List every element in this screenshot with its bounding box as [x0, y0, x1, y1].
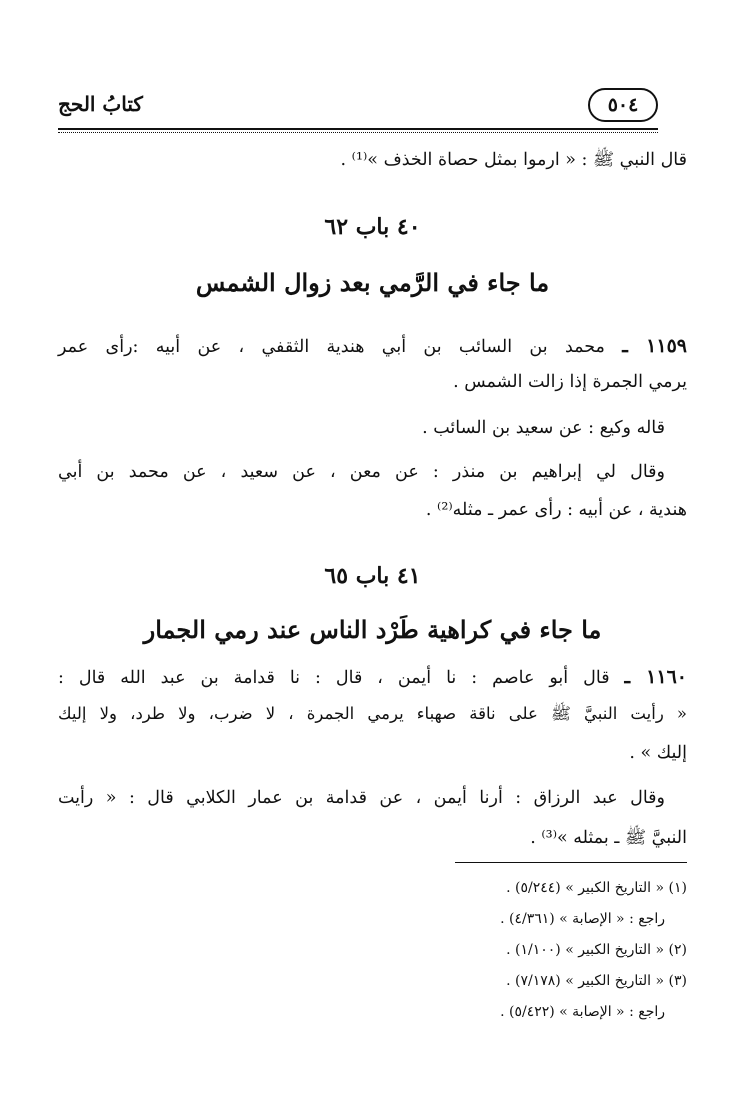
chapter-41-title: ما جاء في كراهية طَرْد الناس عند رمي الجمار: [143, 615, 602, 644]
footnote-rule: [455, 862, 687, 863]
hadith-1159-line-5: هندية ، عن أبيه : رأى عمر ـ مثله⁽²⁾ .: [425, 500, 687, 520]
continuation-line: قال النبي ﷺ : « ارموا بمثل حصاة الخذف »⁽¹⁾ .: [340, 150, 687, 170]
hadith-1160-line-5: النبيَّ ﷺ ـ بمثله »⁽³⁾ .: [530, 828, 687, 848]
hadith-1160-line-2: « رأيت النبيَّ ﷺ على ناقة صهباء يرمي الجمرة ، لا ضرب، ولا طرد، ولا إليك: [58, 704, 687, 723]
hadith-1160-line-1: [58, 666, 687, 688]
hadith-1160-line-3: إليك » .: [629, 743, 687, 763]
hadith-1159-line-3: قاله وكيع : عن سعيد بن السائب .: [422, 418, 665, 438]
chapter-40-title: ما جاء في الرَّمي بعد زوال الشمس: [195, 268, 550, 297]
chapter-40-heading: ٤٠ باب ٦٢: [324, 214, 421, 240]
hadith-1160-line-4: وقال عبد الرزاق : أرنا أيمن ، عن قدامة بن عمار الكلابي قال : « رأيت: [58, 788, 665, 808]
hadith-1159-line-4: وقال لي إبراهيم بن منذر : عن معن ، عن سعيد ، عن محمد بن أبي: [58, 462, 665, 482]
page-number-badge: ٥٠٤: [588, 88, 658, 122]
footnote-2: (٢) « التاريخ الكبير » (١/١٠٠) .: [506, 942, 687, 958]
chapter-41-heading: ٤١ باب ٦٥: [324, 563, 421, 589]
footnote-3-ref: راجع : « الإصابة » (٥/٤٢٢) .: [500, 1004, 665, 1020]
running-title: كتابُ الحج: [58, 92, 143, 116]
hadith-1160-text-1: قال أبو عاصم : نا أيمن ، قال : نا قدامة بن عبد الله قال :: [58, 668, 610, 688]
footnote-1-ref: راجع : « الإصابة » (٤/٣٦١) .: [500, 911, 665, 927]
hadith-1159-line-1: [58, 335, 687, 357]
hadith-1159-text-1: محمد بن السائب بن أبي هندية الثقفي ، عن أبيه :رأى عمر: [58, 337, 605, 357]
header-rule: [58, 128, 658, 130]
hadith-1160-number: ١١٦٠ ـ: [624, 666, 687, 688]
header-dotted-rule: [58, 132, 658, 133]
footnote-3: (٣) « التاريخ الكبير » (٧/١٧٨) .: [506, 973, 687, 989]
hadith-1159-line-2: يرمي الجمرة إذا زالت الشمس .: [453, 372, 687, 392]
footnote-1: (١) « التاريخ الكبير » (٥/٢٤٤) .: [506, 880, 687, 896]
page-header: [58, 88, 658, 124]
hadith-1159-number: ١١٥٩ ـ: [622, 335, 687, 357]
